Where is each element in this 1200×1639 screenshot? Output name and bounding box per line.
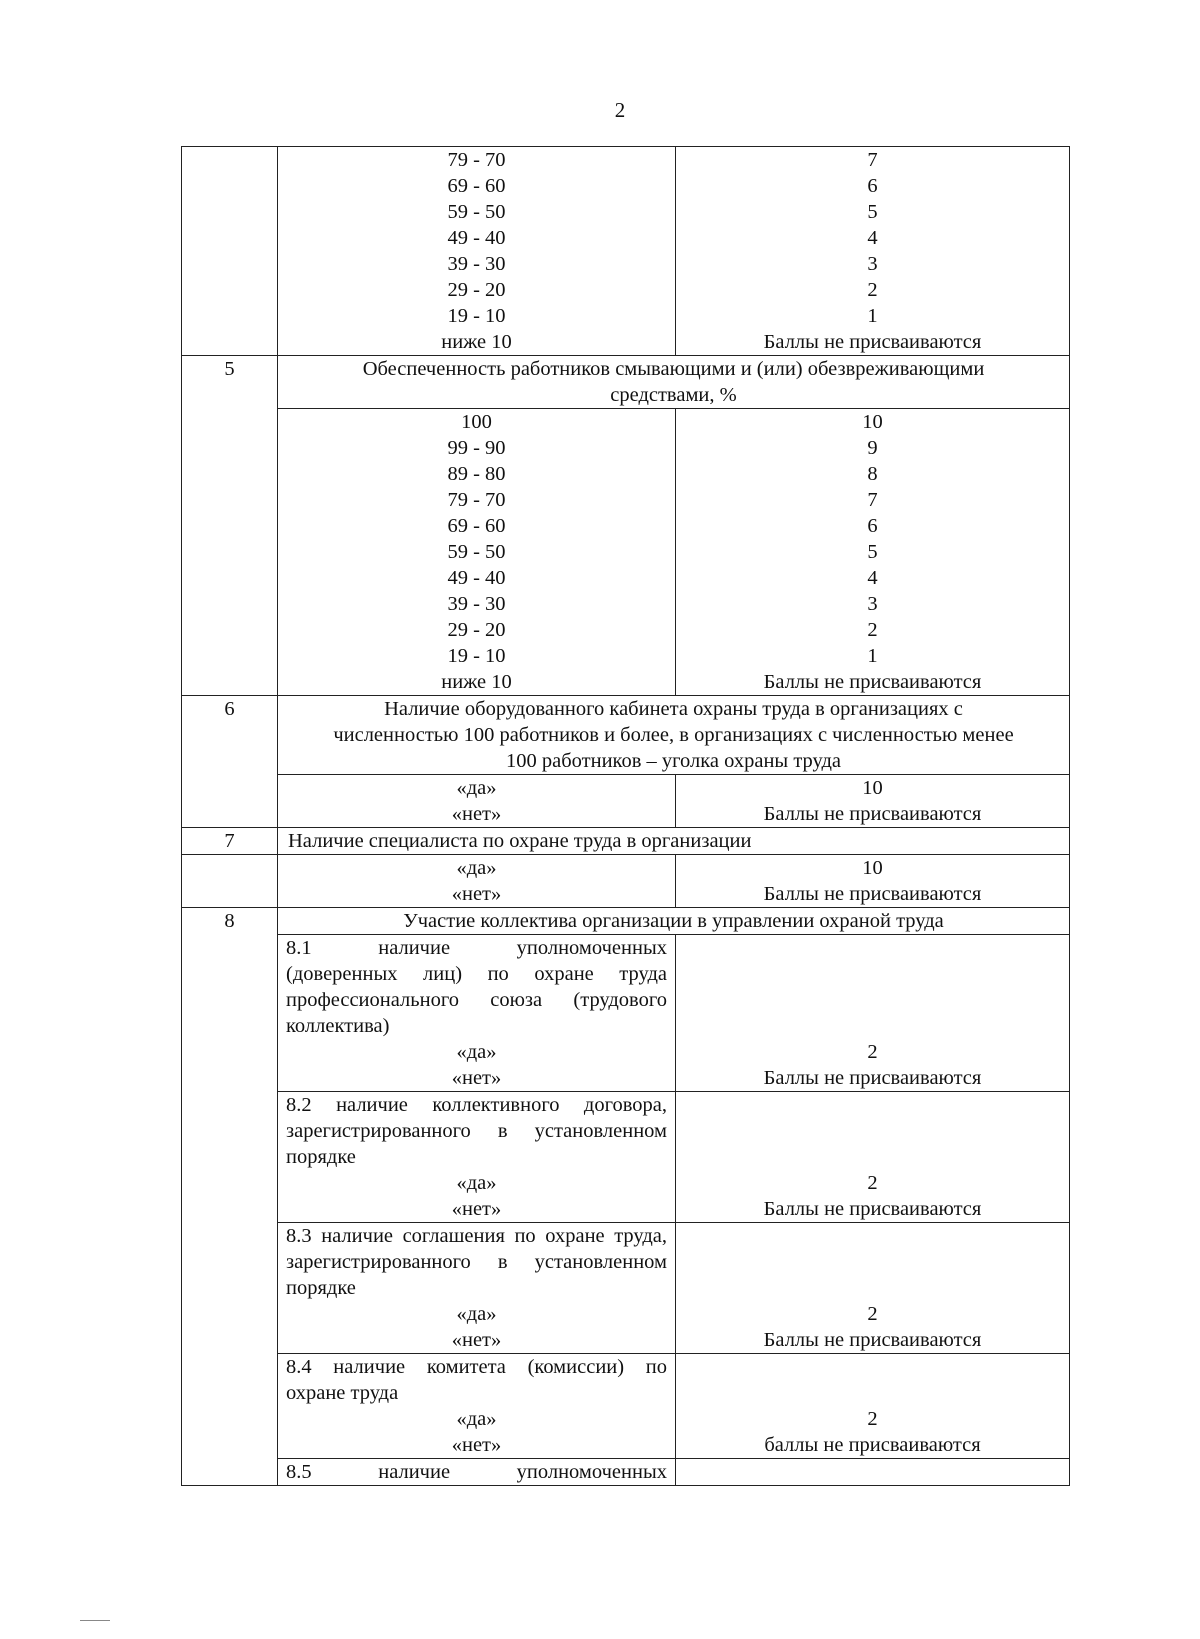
table-row xyxy=(182,1092,1070,1223)
scoring-table xyxy=(181,146,1070,1486)
table-row xyxy=(182,696,1070,775)
table-row xyxy=(182,908,1070,935)
row-number-6: 6 xyxy=(182,696,278,828)
table-row xyxy=(182,1354,1070,1459)
criterion-title-7: Наличие специалиста по охране труда в организации xyxy=(278,828,1070,855)
sub-criterion-8-2: 8.2 наличие коллективного договора, зарегистрированного в установленном порядке «да» «нет» xyxy=(278,1092,676,1223)
score-cell: 2 Баллы не присваиваются xyxy=(676,1223,1070,1354)
row-number-5: 5 xyxy=(182,356,278,696)
table-row xyxy=(182,409,1070,696)
score-cell xyxy=(676,1459,1070,1486)
score-cell: 7 6 5 4 3 2 1 Баллы не присваиваются xyxy=(676,147,1070,356)
table-row xyxy=(182,855,1070,908)
criterion-title-8: Участие коллектива организации в управлении охраной труда xyxy=(278,908,1070,935)
row-number-7: 7 xyxy=(182,828,278,855)
row-number-8: 8 xyxy=(182,908,278,1486)
table-row xyxy=(182,828,1070,855)
score-cell: 10 9 8 7 6 5 4 3 2 1 Баллы не присваиваются xyxy=(676,409,1070,696)
answer-cell: «да» «нет» xyxy=(278,775,676,828)
sub-criterion-8-4: 8.4 наличие комитета (комиссии) по охране труда «да» «нет» xyxy=(278,1354,676,1459)
range-cell: 79 - 70 69 - 60 59 - 50 49 - 40 39 - 30 29 - 20 19 - 10 ниже 10 xyxy=(278,147,676,356)
sub-criterion-8-3: 8.3 наличие соглашения по охране труда, зарегистрированного в установленном порядке «да» «нет» xyxy=(278,1223,676,1354)
sub-criterion-8-5: 8.5 наличие уполномоченных xyxy=(278,1459,676,1486)
row-number-cell xyxy=(182,855,278,908)
sub-criterion-8-1: 8.1 наличие уполномоченных (доверенных лиц) по охране труда профессионального союза (трудового коллектива) «да» «нет» xyxy=(278,935,676,1092)
table-row xyxy=(182,935,1070,1092)
score-cell: 2 Баллы не присваиваются xyxy=(676,1092,1070,1223)
range-cell: 100 99 - 90 89 - 80 79 - 70 69 - 60 59 - 50 49 - 40 39 - 30 29 - 20 19 - 10 ниже 10 xyxy=(278,409,676,696)
answer-cell: «да» «нет» xyxy=(278,855,676,908)
table-row xyxy=(182,775,1070,828)
scan-mark xyxy=(80,1620,110,1621)
table-row xyxy=(182,1223,1070,1354)
criterion-title-6: Наличие оборудованного кабинета охраны труда в организациях с численностью 100 работников и более, в организациях с численностью менее 100 работников – уголка охраны труда xyxy=(278,696,1070,775)
row-number-cell xyxy=(182,147,278,356)
score-cell: 10 Баллы не присваиваются xyxy=(676,775,1070,828)
score-cell: 2 Баллы не присваиваются xyxy=(676,935,1070,1092)
score-cell: 10 Баллы не присваиваются xyxy=(676,855,1070,908)
page-number: 2 xyxy=(614,98,626,122)
score-cell: 2 баллы не присваиваются xyxy=(676,1354,1070,1459)
table-row xyxy=(182,356,1070,409)
table-row xyxy=(182,147,1070,356)
table-row xyxy=(182,1459,1070,1486)
criterion-title-5: Обеспеченность работников смывающими и (или) обезвреживающими средствами, % xyxy=(278,356,1070,409)
